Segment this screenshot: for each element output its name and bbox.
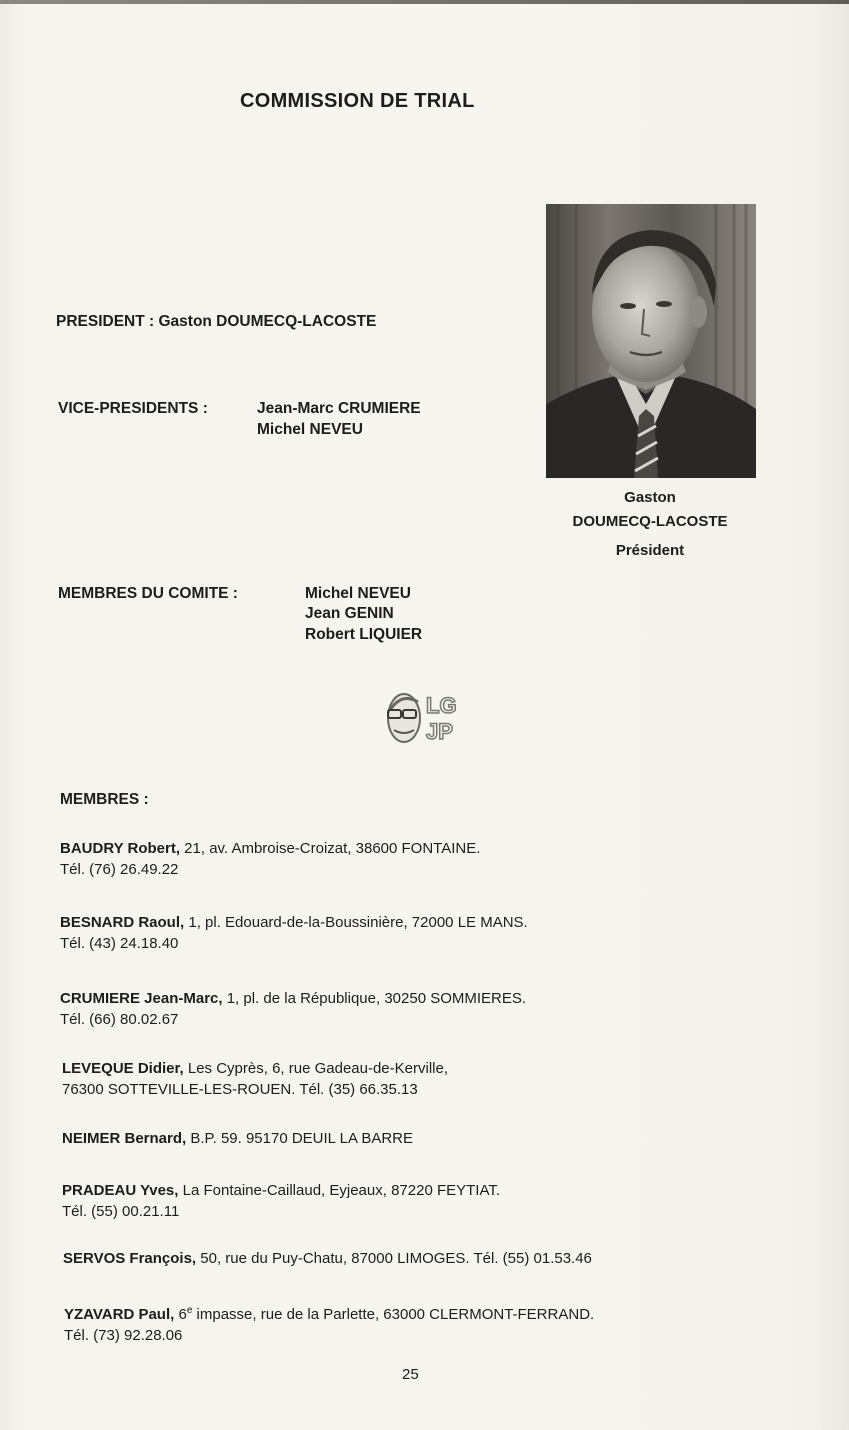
member-name: LEVEQUE Didier, xyxy=(62,1060,184,1077)
president-row xyxy=(56,313,376,331)
member-name: SERVOS François, xyxy=(63,1250,197,1267)
member-name: YZAVARD Paul, xyxy=(64,1306,175,1323)
vice-president-name: Michel NEVEU xyxy=(257,421,363,438)
vice-president-name: Jean-Marc CRUMIERE xyxy=(257,400,421,417)
member-address-prefix: 6 xyxy=(174,1306,187,1323)
list-item xyxy=(64,1300,594,1346)
member-phone: Tél. (76) 26.49.22 xyxy=(60,861,179,878)
member-address: 1, pl. Edouard-de-la-Boussinière, 72000 LE MANS. xyxy=(184,914,528,931)
watermark-logo xyxy=(382,686,470,746)
member-address: 1, pl. de la République, 30250 SOMMIERES. xyxy=(222,990,527,1007)
member-phone: Tél. (55) 00.21.11 xyxy=(62,1203,180,1220)
member-address: La Fontaine-Caillaud, Eyjeaux, 87220 FEYTIAT. xyxy=(178,1182,501,1199)
members-heading: MEMBRES : xyxy=(60,791,149,808)
page-top-edge xyxy=(0,0,849,4)
member-address: impasse, rue de la Parlette, 63000 CLERMONT-FERRAND. xyxy=(192,1306,595,1323)
ordinal-superscript: e xyxy=(186,1305,193,1316)
photo-caption-role: Président xyxy=(615,542,685,559)
list-item xyxy=(62,1128,413,1149)
list-item xyxy=(60,988,526,1030)
portrait-image xyxy=(546,204,756,478)
list-item xyxy=(60,838,480,880)
list-item xyxy=(62,1058,448,1100)
page-title: COMMISSION DE TRIAL xyxy=(240,90,475,112)
comite-member-name: Jean GENIN xyxy=(305,605,394,622)
president-label: PRESIDENT : xyxy=(56,313,159,330)
member-address: B.P. 59. 95170 DEUIL LA BARRE xyxy=(186,1130,414,1147)
comite-label: MEMBRES DU COMITE : xyxy=(58,585,238,602)
comite-member-name: Michel NEVEU xyxy=(305,585,411,602)
list-item xyxy=(60,912,528,954)
list-item xyxy=(62,1180,500,1222)
member-phone: Tél. (73) 92.28.06 xyxy=(64,1327,183,1344)
member-address: Les Cyprès, 6, rue Gadeau-de-Kerville, xyxy=(183,1060,448,1077)
president-photo xyxy=(546,204,756,478)
member-name: BAUDRY Robert, xyxy=(60,840,181,857)
member-phone: Tél. (43) 24.18.40 xyxy=(60,935,179,952)
comite-member-name: Robert LIQUIER xyxy=(305,626,423,643)
vice-presidents-label: VICE-PRESIDENTS : xyxy=(58,400,208,417)
president-name: Gaston DOUMECQ-LACOSTE xyxy=(158,313,377,330)
photo-caption-firstname: Gaston xyxy=(624,489,676,506)
member-name: CRUMIERE Jean-Marc, xyxy=(60,990,223,1007)
member-address-phone: 50, rue du Puy-Chatu, 87000 LIMOGES. Tél. (55) 01.53.46 xyxy=(196,1250,592,1267)
caricature-face-icon xyxy=(382,686,470,746)
photo-caption-surname: DOUMECQ-LACOSTE xyxy=(572,513,728,530)
page-number: 25 xyxy=(402,1366,419,1383)
member-name: NEIMER Bernard, xyxy=(62,1130,187,1147)
member-address: 21, av. Ambroise-Croizat, 38600 FONTAINE. xyxy=(180,840,481,857)
member-name: PRADEAU Yves, xyxy=(62,1182,179,1199)
logo-text-jp: JP xyxy=(426,719,453,744)
member-name: BESNARD Raoul, xyxy=(60,914,185,931)
list-item xyxy=(63,1248,592,1269)
member-address-phone: 76300 SOTTEVILLE-LES-ROUEN. Tél. (35) 66.35.13 xyxy=(62,1081,418,1098)
member-phone: Tél. (66) 80.02.67 xyxy=(60,1011,179,1028)
logo-text-lg: LG xyxy=(426,693,457,718)
